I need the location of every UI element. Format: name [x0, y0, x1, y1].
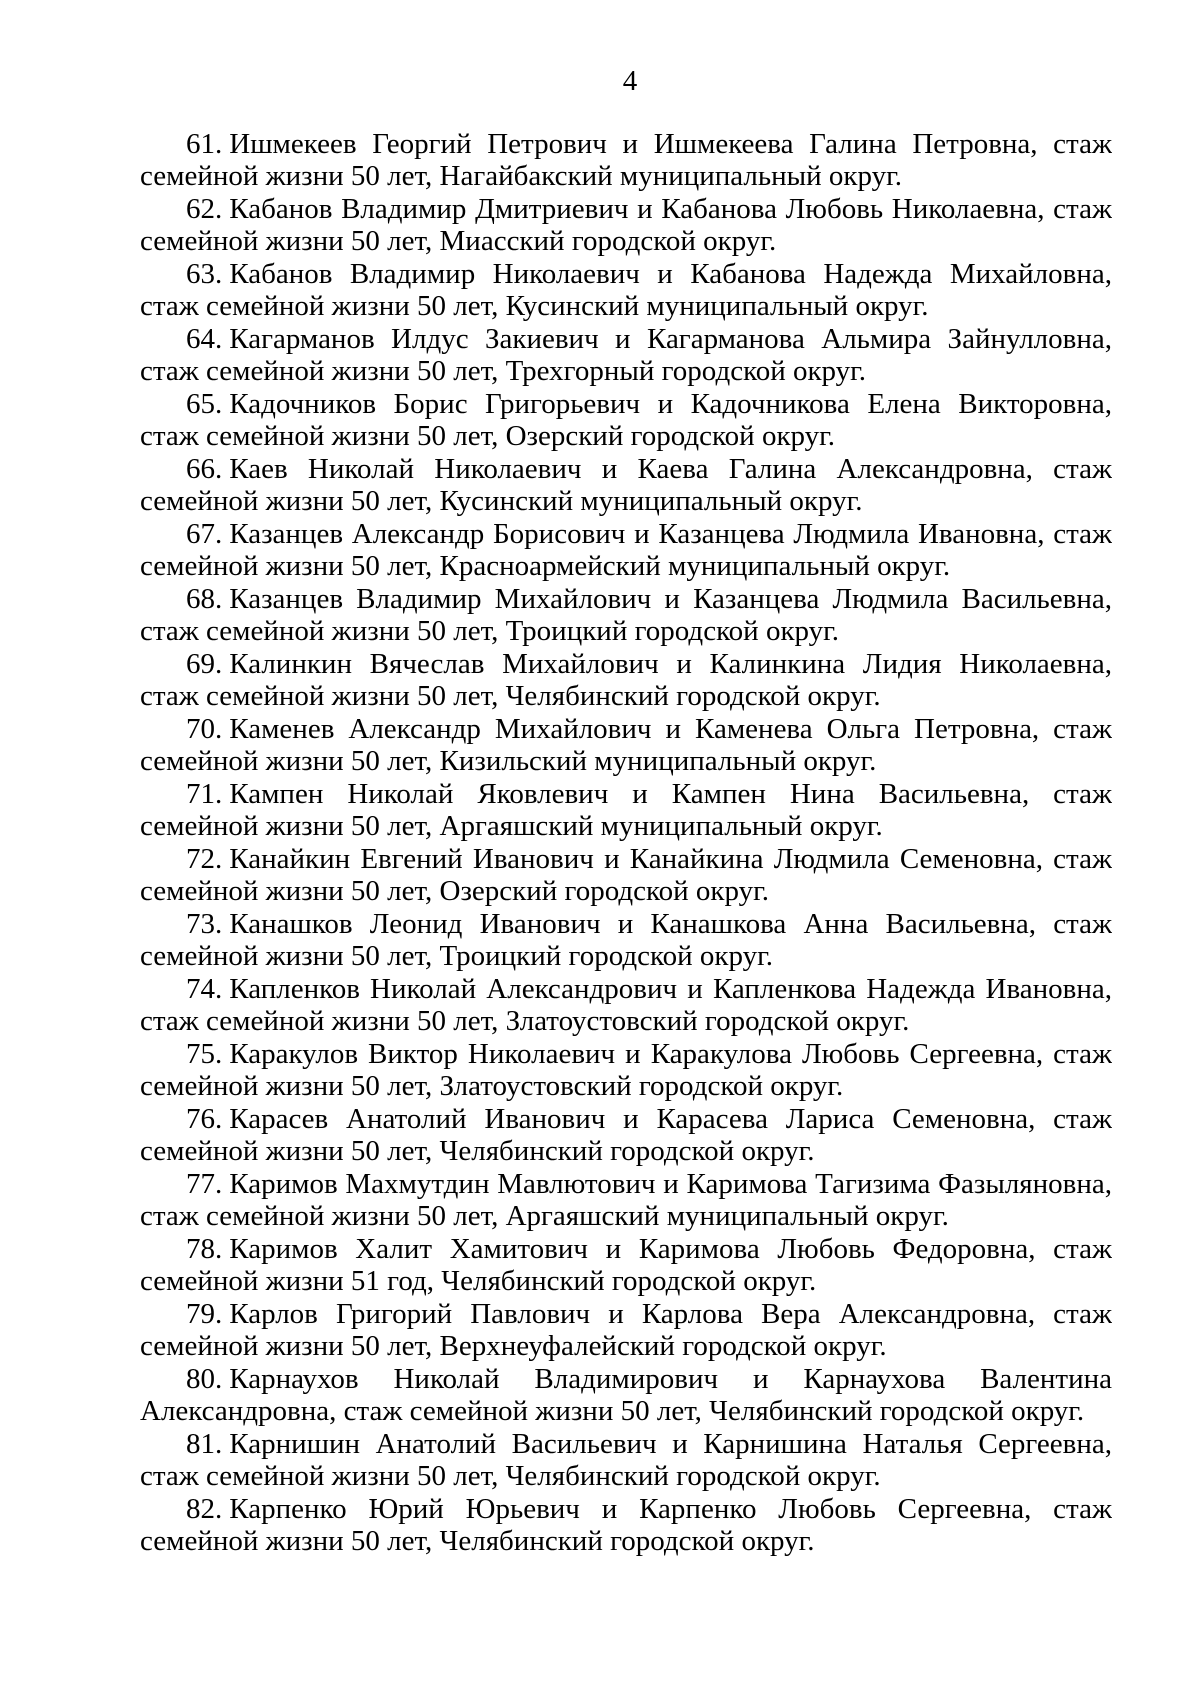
item-number: 62.: [186, 193, 223, 225]
list-item: [140, 193, 1112, 258]
list-item: [140, 583, 1112, 648]
item-number: 64.: [186, 323, 223, 355]
item-text: Каракулов Виктор Николаевич и Каракулова Любовь Сергеевна, стаж семейной жизни 50 лет, Златоустовский городской округ.: [140, 1038, 1112, 1102]
item-number: 73.: [186, 908, 223, 940]
item-text: Кабанов Владимир Дмитриевич и Кабанова Любовь Николаевна, стаж семейной жизни 50 лет, Миасский городской округ.: [140, 193, 1112, 257]
item-number: 79.: [186, 1298, 223, 1330]
list-item: [140, 128, 1112, 193]
item-text: Карнаухов Николай Владимирович и Карнаухова Валентина Александровна, стаж семейной жизни 50 лет, Челябинский городской округ.: [140, 1363, 1112, 1427]
item-number: 68.: [186, 583, 223, 615]
item-number: 71.: [186, 778, 223, 810]
list-item: [140, 908, 1112, 973]
list-item: [140, 778, 1112, 843]
item-number: 72.: [186, 843, 223, 875]
list-item: [140, 1298, 1112, 1363]
item-text: Каримов Халит Хамитович и Каримова Любовь Федоровна, стаж семейной жизни 51 год, Челябинский городской округ.: [140, 1233, 1112, 1297]
list-item: [140, 388, 1112, 453]
item-text: Кадочников Борис Григорьевич и Кадочникова Елена Викторовна, стаж семейной жизни 50 лет, Озерский городской округ.: [140, 388, 1112, 452]
item-number: 67.: [186, 518, 223, 550]
item-number: 80.: [186, 1363, 223, 1395]
item-text: Карлов Григорий Павлович и Карлова Вера Александровна, стаж семейной жизни 50 лет, Верхнеуфалейский городской округ.: [140, 1298, 1112, 1362]
item-text: Казанцев Александр Борисович и Казанцева Людмила Ивановна, стаж семейной жизни 50 лет, Красноармейский муниципальный округ.: [140, 518, 1112, 582]
item-number: 76.: [186, 1103, 223, 1135]
item-text: Карнишин Анатолий Васильевич и Карнишина Наталья Сергеевна, стаж семейной жизни 50 лет, Челябинский городской округ.: [140, 1428, 1112, 1492]
list-item: [140, 1233, 1112, 1298]
item-number: 69.: [186, 648, 223, 680]
list-item: [140, 323, 1112, 388]
item-number: 66.: [186, 453, 223, 485]
list-item: [140, 453, 1112, 518]
item-text: Кабанов Владимир Николаевич и Кабанова Надежда Михайловна, стаж семейной жизни 50 лет, Кусинский муниципальный округ.: [140, 258, 1112, 322]
item-number: 63.: [186, 258, 223, 290]
list-item: [140, 518, 1112, 583]
award-list: [140, 128, 1112, 1558]
item-text: Карасев Анатолий Иванович и Карасева Лариса Семеновна, стаж семейной жизни 50 лет, Челябинский городской округ.: [140, 1103, 1112, 1167]
list-item: [140, 1168, 1112, 1233]
item-text: Кампен Николай Яковлевич и Кампен Нина Васильевна, стаж семейной жизни 50 лет, Аргаяшский муниципальный округ.: [140, 778, 1112, 842]
item-number: 78.: [186, 1233, 223, 1265]
item-number: 77.: [186, 1168, 223, 1200]
item-number: 75.: [186, 1038, 223, 1070]
item-text: Ишмекеев Георгий Петрович и Ишмекеева Галина Петровна, стаж семейной жизни 50 лет, Нагайбакский муниципальный округ.: [140, 128, 1112, 192]
item-text: Кагарманов Илдус Закиевич и Кагарманова Альмира Зайнулловна, стаж семейной жизни 50 лет, Трехгорный городской округ.: [140, 323, 1112, 387]
item-text: Каменев Александр Михайлович и Каменева Ольга Петровна, стаж семейной жизни 50 лет, Кизильский муниципальный округ.: [140, 713, 1112, 777]
item-text: Каримов Махмутдин Мавлютович и Каримова Тагизима Фазыляновна, стаж семейной жизни 50 лет, Аргаяшский муниципальный округ.: [140, 1168, 1112, 1232]
item-number: 82.: [186, 1493, 223, 1525]
list-item: [140, 843, 1112, 908]
item-number: 74.: [186, 973, 223, 1005]
item-text: Канашков Леонид Иванович и Канашкова Анна Васильевна, стаж семейной жизни 50 лет, Троицкий городской округ.: [140, 908, 1112, 972]
item-text: Капленков Николай Александрович и Капленкова Надежда Ивановна, стаж семейной жизни 50 лет, Златоустовский городской округ.: [140, 973, 1112, 1037]
page-number: 4: [622, 65, 638, 97]
item-text: Карпенко Юрий Юрьевич и Карпенко Любовь Сергеевна, стаж семейной жизни 50 лет, Челябинский городской округ.: [140, 1493, 1112, 1557]
item-number: 81.: [186, 1428, 223, 1460]
list-item: [140, 1428, 1112, 1493]
list-item: [140, 1493, 1112, 1558]
list-item: [140, 973, 1112, 1038]
list-item: [140, 1038, 1112, 1103]
item-number: 65.: [186, 388, 223, 420]
item-number: 70.: [186, 713, 223, 745]
list-item: [140, 713, 1112, 778]
list-item: [140, 648, 1112, 713]
list-item: [140, 258, 1112, 323]
item-text: Казанцев Владимир Михайлович и Казанцева Людмила Васильевна, стаж семейной жизни 50 лет, Троицкий городской округ.: [140, 583, 1112, 647]
item-text: Канайкин Евгений Иванович и Канайкина Людмила Семеновна, стаж семейной жизни 50 лет, Озерский городской округ.: [140, 843, 1112, 907]
list-item: [140, 1103, 1112, 1168]
item-text: Калинкин Вячеслав Михайлович и Калинкина Лидия Николаевна, стаж семейной жизни 50 лет, Челябинский городской округ.: [140, 648, 1112, 712]
item-text: Каев Николай Николаевич и Каева Галина Александровна, стаж семейной жизни 50 лет, Кусинский муниципальный округ.: [140, 453, 1112, 517]
list-item: [140, 1363, 1112, 1428]
item-number: 61.: [186, 128, 223, 160]
